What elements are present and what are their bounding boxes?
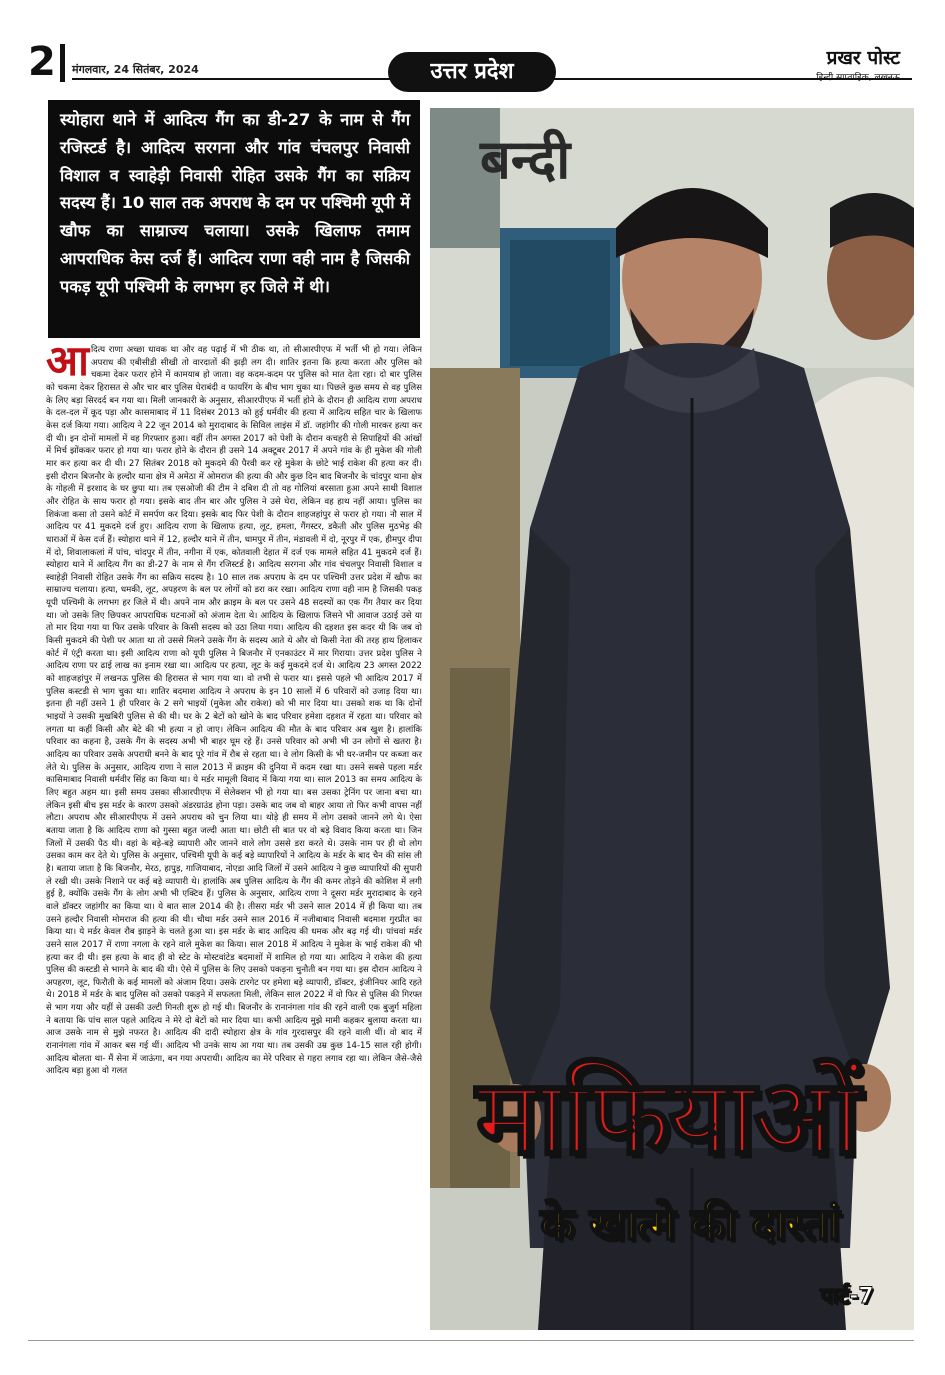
footer-rule	[28, 1340, 914, 1341]
article-text: दित्य राणा अच्छा धावक था और वह पढ़ाई में भी ठीक था, तो सीआरपीएफ में भर्ती भी हो गया। लेकिन अपराध की एबीसीडी सीखी तो वारदातों की झड़ी लग दी। शातिर इतना कि हत्या करता और पुलिस को चकमा देकर फरार होने में कामयाब हो जाता। वह कदम-कदम पर पुलिस को मात देता रहा। दो बार पुलिस को चकमा देकर हिरासत से और चार बार पुलिस घेराबंदी व फायरिंग के बीच भाग चुका था। पिछले कुछ समय से वह पुलिस के लिए बड़ा सिरदर्द बन गया था। मिली जानकारी के अनुसार, सीआरपीएफ में भर्ती होने के दौरान ही आदित्य राणा अपराध के दल-दल में कूद पड़ा और कासमाबाद में 11 दिसंबर 2013 को हुई धर्मवीर की हत्या में आदित्य सहित चार के खिलाफ केस दर्ज किया गया। आदित्य ने 22 जून 2014 को मुरादाबाद के सिविल लाइंस में डॉ. जहांगीर की गोली मारकर हत्या कर दी थी। इन दोनों मामलों में वह गिरफ्तार हुआ। वहीं तीन अगस्त 2017 को पेशी के दौरान कचहरी से सिपाहियों की आंखों में मिर्च झोंककर फरार हो गया था। फरार होने के दौरान ही उसने 14 अक्टूबर 2017 में अपने गांव के ही मुकेश की गोली मार कर हत्या कर दी थी। 27 सितंबर 2018 को मुकदमे की पैरवी कर रहे मुकेश के छोटे भाई राकेश की हत्या कर दी। इसी दौरान बिजनौर के हल्दौर थाना क्षेत्र में अमेठा में ओमराज की हत्या की और कुछ दिन बाद बिजनौर के चांदपुर थाना क्षेत्र के गोहली में इरशाद के घर छुपा था। तब एसओजी की टीम ने दबिश दी तो वह गोलियां बरसाता हुआ अपने साथी विशाल और रोहित के साथ फरार हो गया। इसके बाद तीन बार और पुलिस ने उसे घेरा, लेकिन वह हाथ नहीं आया। पुलिस का शिकंजा कसा तो उसने कोर्ट में समर्पण कर दिया। इसके बाद फिर पेशी के दौरान शाहजहांपुर से फरार हो गया। नौ साल में आदित्य पर 41 मुकदमे दर्ज हुए। आदित्य राणा के खिलाफ हत्या, लूट, हमला, गैंगस्टर, डकैती और पुलिस मुठभेड़ की धाराओं में केस दर्ज हैं। स्योहारा थाने में 12, हल्दौर थाने में तीन, धामपुर में तीन, मंडावली में दो, नूरपुर में एक, हीमपुर दीपा में दो, शिवालाकलां में पांच, चांदपुर में तीन, नगीना में एक, कोतवाली देहात में दर्ज एक मामले सहित 41 मुकदमे दर्ज हैं। स्योहारा थाने में आदित्य गैंग का डी-27 के नाम से गैंग रजिस्टर्ड है। आदित्य सरगना और गांव चंचलपुर निवासी विशाल व स्वाहेड़ी निवासी रोहित उसके गैंग का सक्रिय सदस्य है। 10 साल तक अपराध के दम पर पश्चिमी उत्तर प्रदेश में खौफ का साम्राज्य चलाया। हत्या, धमकी, लूट, अपहरण के बल पर लोगों को डरा कर रखा। आदित्य राणा वही नाम है जिसकी पकड़ यूपी पश्चिमी के लगभग हर जिले में थी। अपने नाम और क्राइम के बल पर उसने 48 सदस्यों का एक गैंग तैयार कर दिया था। जो उसके लिए छिपकर आपराधिक घटनाओं को अंजाम देता थे। आदित्य के खिलाफ जिसने भी आवाज उठाई उसे या तो मार दिया गया या फिर उसके परिवार के किसी सदस्य को उठा लिया गया। आदित्य की दहशत इस कदर थी कि जब वो किसी मुकदमे की पेशी पर आता था तो उससे मिलने उसके गैंग के सदस्य आते थे और वो किसी नेता की तरह हाथ हिलाकर कोर्ट में एंट्री करता था। इसी आदित्य राणा को यूपी पुलिस ने बिजनौर में एनकाउंटर में मार गिराया। उत्तर प्रदेश पुलिस ने आदित्य राणा पर ढाई लाख का इनाम रखा था। आदित्य पर हत्या, लूट के कई मुकदमे दर्ज थे। आदित्य 23 अगस्त 2022 को शाहजहांपुर में लखनऊ पुलिस की हिरासत से भाग गया था। वो तभी से फरार था। इससे पहले भी आदित्य 2017 में पुलिस कस्टडी से भाग चुका था। शातिर बदमाश आदित्य ने अपराध के इन 10 सालों में 6 परिवारों को उजाड़ दिया था। इतना ही नहीं उसने 1 ही परिवार के 2 सगे भाइयों (मुकेश और राकेश) को भी मार दिया था। उसको शक था कि दोनों भाइयों ने उसकी मुखबिरी पुलिस से की थी। घर के 2 बेटों को खोने के बाद परिवार हमेशा दहशत में रहता था। परिवार को लगता था कहीं किसी और बेटे की भी हत्या न हो जाए। लेकिन आदित्य की मौत के बाद परिवार अब खुश है। हालांकि परिवार का कहना है, उसके गैंग के सदस्य अभी भी बाहर घूम रहे हैं। उनसे परिवार को अभी भी उन लोगों से खतरा है। आदित्य का परिवार उसके अपराधी बनने के बाद पूरे गांव में रौब से रहता था। वे लोग किसी के भी घर-जमीन पर कब्जा कर लेते थे। पुलिस के अनुसार, आदित्य राणा ने साल 2013 में क्राइम की दुनिया में कदम रखा था। उसने सबसे पहला मर्डर कासिमाबाद निवासी धर्मवीर सिंह का किया था। ये मर्डर मामूली विवाद में किया गया था। साल 2013 का समय आदित्य के लिए बहुत अहम था। इसी समय उसका सीआरपीएफ में सेलेक्शन भी हो गया था। बस उसका ट्रेनिंग पर जाना बचा था। लेकिन इसी बीच इस मर्डर के कारण उसको अंडरग्राउंड होना पड़ा। उसके बाद जब वो बाहर आया तो फिर कभी वापस नहीं लौटा। अपराध और सीआरपीएफ में उसने अपराध को चुन लिया था। थोड़े ही समय में लोग उसको जानने लगे थे। ऐसा बताया जाता है कि आदित्य राणा को गुस्सा बहुत जल्दी आता था। छोटी सी बात पर वो बड़े विवाद किया करता था। जिन जिलों में उसकी पैठ थी। वहां के बड़े-बड़े व्यापारी और जानने वाले लोग उससे डरा करते थे। उसके नाम पर ही वो लोग उसका काम कर देते थे। पुलिस के अनुसार, पश्चिमी यूपी के कई बड़े व्यापारियों ने आदित्य के मर्डर के बाद चैन की सांस ली है। बताया जाता है कि बिजनौर, मेरठ, हापुड़, गाजियाबाद, नोएडा आदि जिलों में उसने आदित्य ने कुछ व्यापारियों की सुपारी ले रखी थी। उसके निशाने पर कई बड़े व्यापारी थे। हालांकि अब पुलिस आदित्य के गैंग की कमर तोड़ने की कोशिश में लगी हुई है, क्योंकि उसके गैंग के लोग अभी भी एक्टिव हैं। पुलिस के अनुसार, आदित्य राणा ने दूसरा मर्डर मुरादाबाद के रहने वाले डॉक्टर जहांगीर का किया था। ये बात साल 2014 की है। तीसरा मर्डर भी उसने साल 2014 में ही किया था। तब उसने हल्दौर निवासी मोमराज की हत्या की थी। चौथा मर्डर उसने साल 2016 में नजीबाबाद निवासी बदमाश गुरप्रीत का किया था। ये मर्डर केवल रौब झाड़ने के चलते हुआ था। इस मर्डर के बाद आदित्य की धमक और बढ़ गई थी। पांचवां मर्डर उसने साल 2017 में राणा नगला के रहने वाले मुकेश का किया। साल 2018 में आदित्य ने मुकेश के भाई राकेश की भी हत्या कर दी थी। इस हत्या के बाद ही वो स्टेट के मोस्टवांटेड बदमाशों में शामिल हो गया था। आदित्य ने राकेश की हत्या पुलिस की कस्टडी से भागने के बाद की थी। ऐसे में पुलिस के लिए उसको पकड़ना चुनौती बन गया था। इस दौरान आदित्य ने अपहरण, लूट, फिरौती के कई मामलों को अंजाम दिया। उसके टारगेट पर हमेशा बड़े व्यापारी, डॉक्टर, इंजीनियर आदि रहते थे। 2018 में मर्डर के बाद पुलिस को उसको पकड़ने में सफलता मिली, लेकिन साल 2022 में वो फिर से पुलिस की गिरफ्त से भाग गया और यहीं से उसकी उल्टी गिनती शुरू हो गई थी। बिजनौर के रानानंगला गांव की रहने वाली एक बुजुर्ग महिला ने बताया कि पांच साल पहले आदित्य ने मेरे दो बेटों को मार दिया था। कभी आदित्य मुझे मामी कहकर बुलाया करता था। आज उसके नाम से मुझे नफरत है। आदित्य की दादी स्योहारा क्षेत्र के गांव गुरदासपुर की रहने वाली थीं। वो बाद में रानानंगला गांव में आकर बस गई थीं। आदित्य भी उनके साथ आ गया था। तब उसकी उम्र कुछ 14-15 साल रही होगी। आदित्य बोलता था- मैं सेना में जाऊंगा, बन गया अपराधी। आदित्य का मेरे परिवार से गहरा लगाव रहा था। लेकिन जैसे-जैसे आदित्य बड़ा हुआ वो गलत	[46, 345, 422, 1077]
summary-box: स्योहारा थाने में आदित्य गैंग का डी-27 के नाम से गैंग रजिस्टर्ड है। आदित्य सरगना और गांव चंचलपुर निवासी विशाल व स्वाहेड़ी निवासी रोहित उसके गैंग का सक्रिय सदस्य हैं। 10 साल तक अपराध के दम पर पश्चिमी यूपी में खौफ का साम्राज्य चलाया। उसके खिलाफ तमाम आपराधिक केस दर्ज हैं। आदित्य राणा वही नाम है जिसकी पकड़ यूपी पश्चिमी के लगभग हर जिले में थी।	[48, 100, 420, 338]
part-label: पार्ट-7	[820, 1284, 874, 1309]
section-label: उत्तर प्रदेश	[388, 52, 556, 92]
issue-date: मंगलवार, 24 सितंबर, 2024	[72, 63, 199, 76]
newspaper-brand: प्रखर पोस्ट	[826, 47, 900, 69]
headline-sub: के खात्मे की दास्तां	[540, 1199, 840, 1250]
article-body	[46, 344, 422, 1344]
wall-sign: बन्दी	[480, 128, 571, 191]
page-number: 2	[28, 39, 56, 85]
headline-main: माफियाओं	[476, 1056, 858, 1178]
page-header	[0, 0, 945, 96]
newspaper-subtitle: हिन्दी साप्ताहिक, लखनऊ	[816, 73, 900, 83]
page-number-bar	[60, 44, 65, 82]
drop-cap: आ	[46, 344, 89, 385]
